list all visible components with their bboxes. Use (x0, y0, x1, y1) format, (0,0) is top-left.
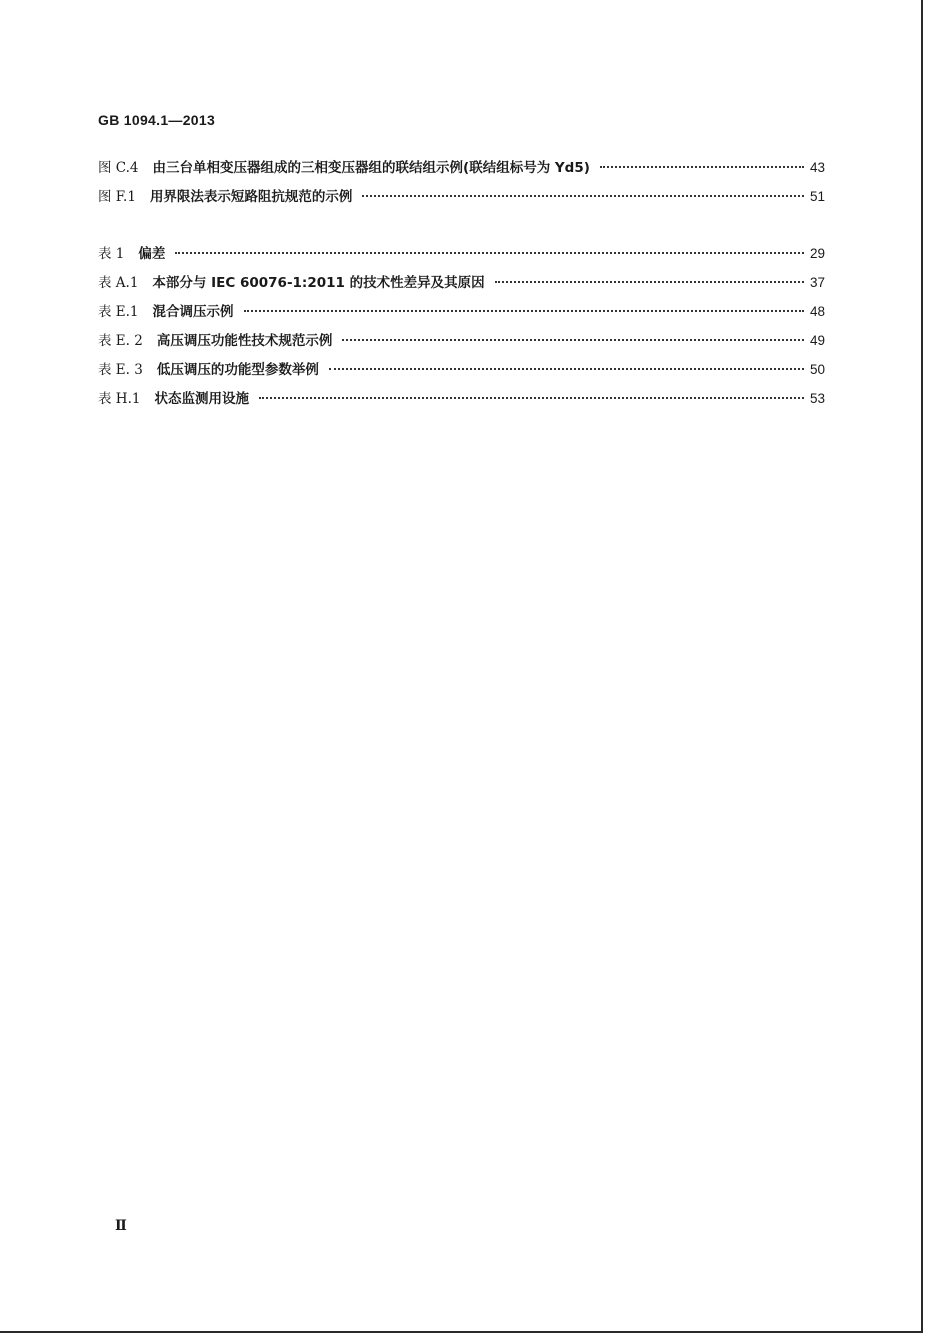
toc-entry-label: 表 1 (98, 246, 125, 262)
toc-entry-table[interactable] (98, 271, 825, 300)
page-edge-bottom (0, 1331, 923, 1333)
toc-entry-title: 高压调压功能性技术规范示例 (156, 333, 333, 349)
toc-entry-label: 表 E. 3 (98, 362, 143, 378)
toc-entry-label: 表 E. 2 (98, 333, 143, 349)
toc-entry-figure[interactable] (98, 185, 825, 214)
toc-entry-title: 低压调压的功能型参数举例 (156, 362, 319, 378)
toc-entry-page: 37 (809, 275, 825, 290)
toc-entry-page: 49 (809, 333, 825, 348)
dot-leader (600, 166, 804, 168)
toc-entry-title: 由三台单相变压器组成的三相变压器组的联结组示例(联结组标号为 Yd5) (152, 160, 590, 176)
dot-leader (329, 368, 804, 370)
page-edge-right (921, 0, 923, 1333)
dot-leader (362, 195, 804, 197)
dot-leader (244, 310, 804, 312)
page-number: Ⅱ (115, 1218, 127, 1234)
toc-entry-table[interactable] (98, 329, 825, 358)
toc-entry-label: 表 E.1 (98, 304, 139, 320)
toc-tables-list (98, 242, 825, 416)
toc-entry-page: 29 (809, 246, 825, 261)
toc-entry-table[interactable] (98, 358, 825, 387)
dot-leader (342, 339, 804, 341)
toc-entry-page: 51 (809, 189, 825, 204)
dot-leader (175, 252, 804, 254)
toc-entry-label: 图 C.4 (98, 160, 139, 176)
toc-entry-label: 图 F.1 (98, 189, 136, 205)
toc-entry-title: 用界限法表示短路阻抗规范的示例 (149, 189, 353, 205)
toc-entry-table[interactable] (98, 387, 825, 416)
toc-entry-title: 状态监测用设施 (154, 391, 249, 407)
toc-entry-title: 偏差 (138, 246, 166, 262)
toc-entry-table[interactable] (98, 242, 825, 271)
toc-entry-page: 48 (809, 304, 825, 319)
dot-leader (259, 397, 804, 399)
toc-entry-table[interactable] (98, 300, 825, 329)
toc-entry-page: 53 (809, 391, 825, 406)
standard-number-header: GB 1094.1—2013 (98, 112, 216, 128)
dot-leader (495, 281, 804, 283)
toc-entry-page: 50 (809, 362, 825, 377)
toc-entry-label: 表 H.1 (98, 391, 141, 407)
toc-entry-label: 表 A.1 (98, 275, 139, 291)
toc-entry-title: 本部分与 IEC 60076-1:2011 的技术性差异及其原因 (152, 275, 485, 291)
toc-entry-title: 混合调压示例 (152, 304, 234, 320)
toc-entry-page: 43 (809, 160, 825, 175)
toc-entry-figure[interactable] (98, 156, 825, 185)
toc-figures-list (98, 156, 825, 214)
